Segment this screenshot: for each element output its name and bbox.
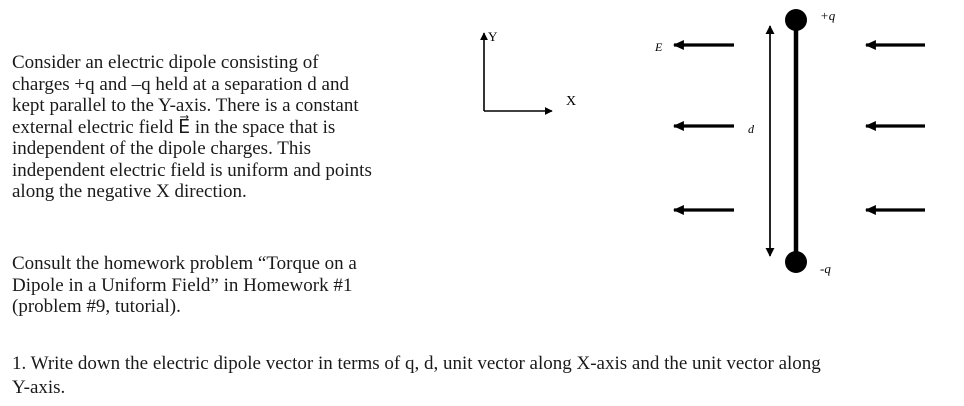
description-line: kept parallel to the Y-axis. There is a constant [12,95,359,116]
description-line: charges +q and –q held at a separation d and [12,73,349,95]
positive-charge [785,9,807,31]
negative-charge [785,251,807,273]
positive-charge-label: +q [820,8,836,23]
field-label: E⃗ [655,40,672,54]
description-line: Consider an electric dipole consisting of [12,52,319,73]
question-line: 1. Write down the electric dipole vector in terms of q, d, unit vector along X-axis and the unit vector along [12,353,821,374]
description-line: independent of the dipole charges. This [12,138,311,159]
separation-label: d [748,122,754,136]
description-line: external electric field E⃗ in the space that is [12,116,336,138]
negative-charge-label: -q [820,261,831,276]
reference-line: Consult the homework problem “Torque on a [12,253,357,274]
y-axis-label: Y [488,29,498,44]
reference-line: (problem #9, tutorial). [12,296,181,317]
x-axis-label: X [566,94,577,109]
reference-line: Dipole in a Uniform Field” in Homework #1 [12,274,353,296]
description-line: independent electric field is uniform and points [12,159,372,181]
question-line: Y-axis. [12,377,66,398]
description-line: along the negative X direction. [12,181,247,202]
